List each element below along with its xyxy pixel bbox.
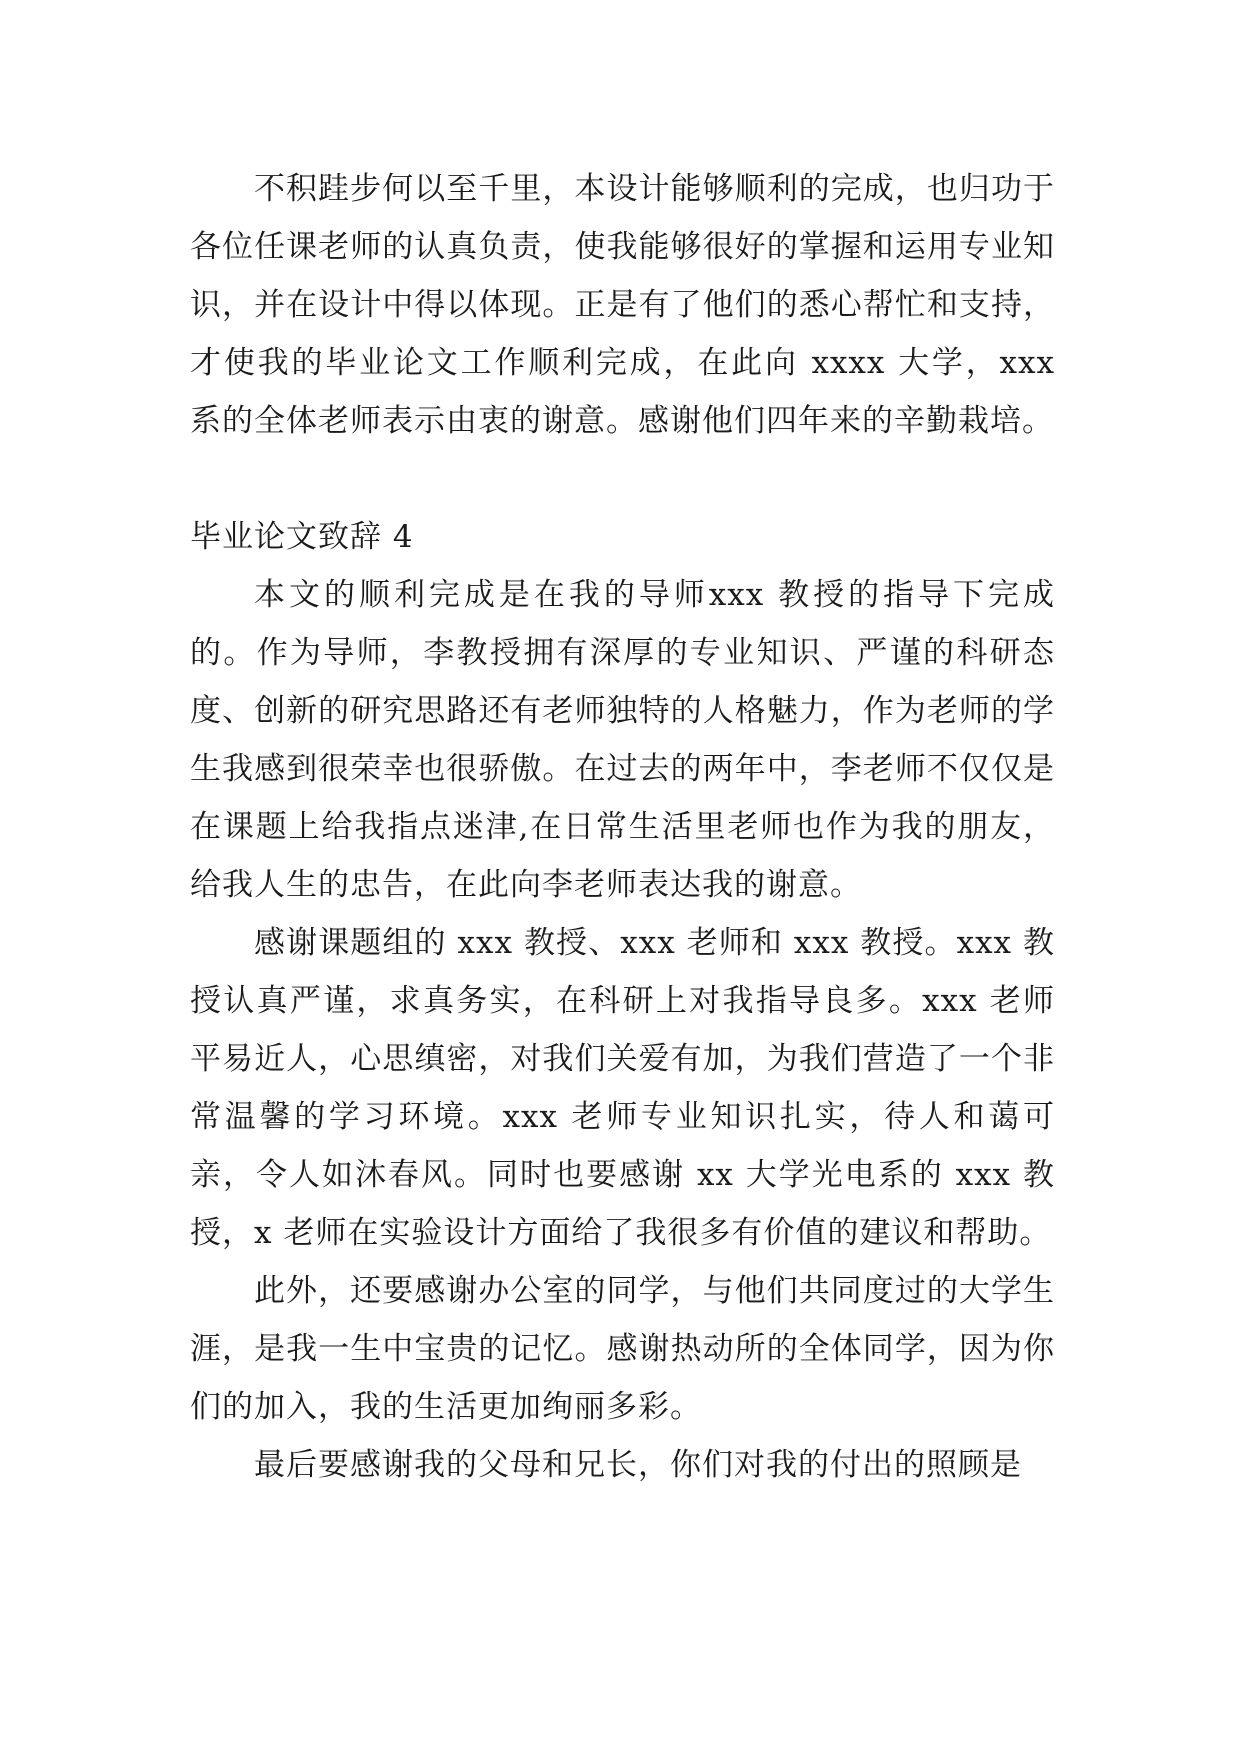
paragraph-family: 最后要感谢我的父母和兄长，你们对我的付出的照顾是 [254, 1447, 1022, 1483]
paragraph-classmates: 此外，还要感谢办公室的同学，与他们共同度过的大学生涯，是我一生中宝贵的记忆。感谢热动所的全体同学，因为你们的加入，我的生活更加绚丽多彩。 [190, 1273, 1055, 1425]
document-body [190, 160, 1055, 1494]
section-heading: 毕业论文致辞 4 [190, 519, 414, 555]
paragraph-intro: 不积跬步何以至千里，本设计能够顺利的完成，也归功于各位任课老师的认真负责，使我能够很好的掌握和运用专业知识，并在设计中得以体现。正是有了他们的悉心帮忙和支持，才使我的毕业论文工作顺利完成，在此向 xxxx 大学，xxx 系的全体老师表示由衷的谢意。感谢他们四年来的辛勤栽培。 [190, 171, 1055, 439]
paragraph-research-group: 感谢课题组的 xxx 教授、xxx 老师和 xxx 教授。xxx 教授认真严谨，求真务实，在科研上对我指导良多。xxx 老师平易近人，心思缜密，对我们关爱有加，为我们营造了一个非常温馨的学习环境。xxx 老师专业知识扎实，待人和蔼可亲，令人如沐春风。同时也要感谢 xx 大学光电系的 xxx 教授，x 老师在实验设计方面给了我很多有价值的建议和帮助。 [190, 925, 1055, 1251]
paragraph-advisor: 本文的顺利完成是在我的导师xxx 教授的指导下完成的。作为导师，李教授拥有深厚的专业知识、严谨的科研态度、创新的研究思路还有老师独特的人格魅力，作为老师的学生我感到很荣幸也很骄傲。在过去的两年中，李老师不仅仅是在课题上给我指点迷津,在日常生活里老师也作为我的朋友，给我人生的忠告，在此向李老师表达我的谢意。 [190, 577, 1055, 903]
